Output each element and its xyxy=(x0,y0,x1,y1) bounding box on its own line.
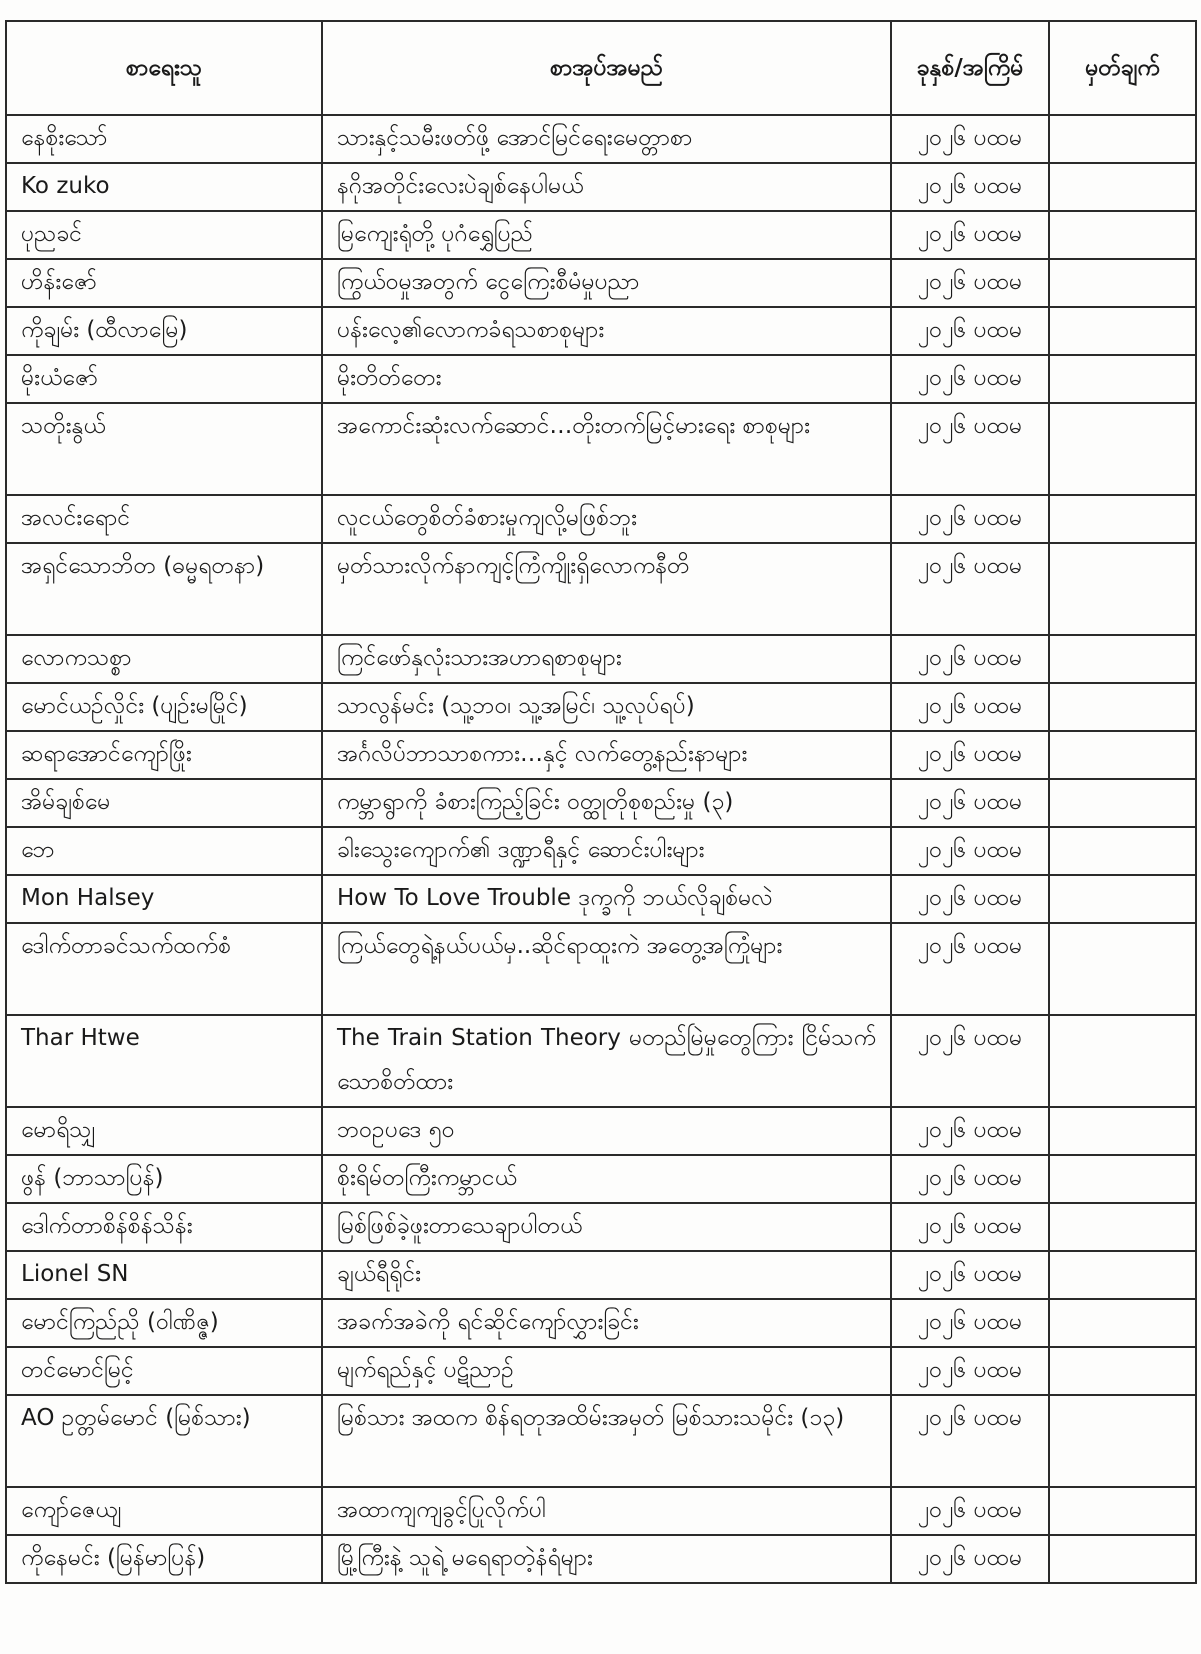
author-cell: မိုးယံဇော် xyxy=(6,355,322,403)
edition-cell: ၂၀၂၆ ပထမ xyxy=(891,875,1049,923)
title-cell: လူငယ်တွေစိတ်ခံစားမှုကျလို့မဖြစ်ဘူး xyxy=(322,495,891,543)
author-cell: အလင်းရောင် xyxy=(6,495,322,543)
remark-cell xyxy=(1049,1015,1196,1107)
edition-cell: ၂၀၂၆ ပထမ xyxy=(891,403,1049,495)
edition-cell: ၂၀၂၆ ပထမ xyxy=(891,635,1049,683)
edition-cell: ၂၀၂၆ ပထမ xyxy=(891,355,1049,403)
edition-cell: ၂၀၂၆ ပထမ xyxy=(891,1107,1049,1155)
edition-cell: ၂၀၂၆ ပထမ xyxy=(891,211,1049,259)
edition-cell: ၂၀၂၆ ပထမ xyxy=(891,495,1049,543)
title-cell: The Train Station Theory မတည်မြဲမှုတွေကြား ငြိမ်သက်သောစိတ်ထား xyxy=(322,1015,891,1107)
remark-cell xyxy=(1049,543,1196,635)
title-cell: မြို့ကြီးနဲ့ သူရဲ့ မရေရာတဲ့နံရံများ xyxy=(322,1535,891,1583)
title-cell: မြကျေးရုံတို့ ပုဂံရွှေပြည် xyxy=(322,211,891,259)
author-cell: ဟိန်းဇော် xyxy=(6,259,322,307)
remark-cell xyxy=(1049,1535,1196,1583)
title-cell: မျက်ရည်နှင့် ပဋိညာဉ် xyxy=(322,1347,891,1395)
remark-cell xyxy=(1049,875,1196,923)
author-cell: တင်မောင်မြင့် xyxy=(6,1347,322,1395)
author-cell: အရှင်သောဘိတ (ဓမ္မရတနာ) xyxy=(6,543,322,635)
title-cell: ဘဝဥပဒေ ၅၀ xyxy=(322,1107,891,1155)
remark-cell xyxy=(1049,1395,1196,1487)
title-cell: မှတ်သားလိုက်နာကျင့်ကြံကျိုးရှိလောကနီတိ xyxy=(322,543,891,635)
title-cell: ချယ်ရီရိုင်း xyxy=(322,1251,891,1299)
author-cell: ဆရာအောင်ကျော်ဖြိုး xyxy=(6,731,322,779)
header-title: စာအုပ်အမည် xyxy=(322,21,891,115)
remark-cell xyxy=(1049,355,1196,403)
remark-cell xyxy=(1049,635,1196,683)
author-cell: ကိုနေမင်း (မြန်မာပြန်) xyxy=(6,1535,322,1583)
header-remark: မှတ်ချက် xyxy=(1049,21,1196,115)
table-row xyxy=(6,731,1196,779)
edition-cell: ၂၀၂၆ ပထမ xyxy=(891,1015,1049,1107)
table-row xyxy=(6,115,1196,163)
edition-cell: ၂၀၂၆ ပထမ xyxy=(891,307,1049,355)
table-row xyxy=(6,403,1196,495)
edition-cell: ၂၀၂၆ ပထမ xyxy=(891,1155,1049,1203)
remark-cell xyxy=(1049,259,1196,307)
author-cell: ဒေါက်တာစိန်စိန်သိန်း xyxy=(6,1203,322,1251)
remark-cell xyxy=(1049,307,1196,355)
edition-cell: ၂၀၂၆ ပထမ xyxy=(891,259,1049,307)
author-cell: မောင်ယဉ်လှိုင်း (ပျဉ်းမမြိုင်) xyxy=(6,683,322,731)
title-cell: ကမ္ဘာရွာကို ခံစားကြည့်ခြင်း ဝတ္ထုတိုစုစည်းမှု (၃) xyxy=(322,779,891,827)
author-cell: အိမ်ချစ်မေ xyxy=(6,779,322,827)
remark-cell xyxy=(1049,495,1196,543)
author-cell: Lionel SN xyxy=(6,1251,322,1299)
author-cell: ပုညခင် xyxy=(6,211,322,259)
title-cell: မိုးတိတ်တေး xyxy=(322,355,891,403)
remark-cell xyxy=(1049,1299,1196,1347)
book-list-table xyxy=(5,20,1197,1584)
edition-cell: ၂၀၂၆ ပထမ xyxy=(891,543,1049,635)
author-cell: မောရိသျှ xyxy=(6,1107,322,1155)
title-cell: အခက်အခဲကို ရင်ဆိုင်ကျော်လွှားခြင်း xyxy=(322,1299,891,1347)
edition-cell: ၂၀၂၆ ပထမ xyxy=(891,1251,1049,1299)
edition-cell: ၂၀၂၆ ပထမ xyxy=(891,1535,1049,1583)
author-cell: Mon Halsey xyxy=(6,875,322,923)
table-row xyxy=(6,1155,1196,1203)
header-edition: ခုနှစ်/အကြိမ် xyxy=(891,21,1049,115)
table-row xyxy=(6,355,1196,403)
table-row xyxy=(6,211,1196,259)
edition-cell: ၂၀၂၆ ပထမ xyxy=(891,923,1049,1015)
author-cell: လောကသစ္စာ xyxy=(6,635,322,683)
table-row xyxy=(6,1107,1196,1155)
author-cell: Ko zuko xyxy=(6,163,322,211)
title-cell: မြစ်ဖြစ်ခဲ့ဖူးတာသေချာပါတယ် xyxy=(322,1203,891,1251)
edition-cell: ၂၀၂၆ ပထမ xyxy=(891,1299,1049,1347)
remark-cell xyxy=(1049,1155,1196,1203)
title-cell: ကြယ်တွေရဲ့နယ်ပယ်မှ..ဆိုင်ရာထူးကဲ အတွေ့အကြုံများ xyxy=(322,923,891,1015)
table-row xyxy=(6,875,1196,923)
author-cell: မောင်ကြည်ညို (ဝါဏိဇ္ဇ) xyxy=(6,1299,322,1347)
remark-cell xyxy=(1049,1203,1196,1251)
remark-cell xyxy=(1049,683,1196,731)
title-cell: အကောင်းဆုံးလက်ဆောင်…တိုးတက်မြင့်မားရေး စာစုများ xyxy=(322,403,891,495)
remark-cell xyxy=(1049,731,1196,779)
title-cell: သားနှင့်သမီးဖတ်ဖို့ အောင်မြင်ရေးမေတ္တာစာ xyxy=(322,115,891,163)
table-body xyxy=(6,115,1196,1583)
title-cell: ခါးသွေးကျောက်၏ ဒဏ္ဍာရီနှင့် ဆောင်းပါးများ xyxy=(322,827,891,875)
table-row xyxy=(6,307,1196,355)
table-row xyxy=(6,827,1196,875)
remark-cell xyxy=(1049,1107,1196,1155)
author-cell: ကိုချမ်း (ထီလာမြေ) xyxy=(6,307,322,355)
author-cell: ဘေ xyxy=(6,827,322,875)
table-row xyxy=(6,683,1196,731)
table-row xyxy=(6,635,1196,683)
author-cell: နေစိုးသော် xyxy=(6,115,322,163)
remark-cell xyxy=(1049,403,1196,495)
title-cell: ပန်းလေ့၏လောကခံရသစာစုများ xyxy=(322,307,891,355)
table-row xyxy=(6,779,1196,827)
author-cell: သတိုးနွယ် xyxy=(6,403,322,495)
table-row xyxy=(6,923,1196,1015)
table-row xyxy=(6,1487,1196,1535)
remark-cell xyxy=(1049,1251,1196,1299)
author-cell: Thar Htwe xyxy=(6,1015,322,1107)
author-cell: ကျော်ဇေယျ xyxy=(6,1487,322,1535)
author-cell: ဖွန် (ဘာသာပြန်) xyxy=(6,1155,322,1203)
title-cell: စိုးရိမ်တကြီးကမ္ဘာငယ် xyxy=(322,1155,891,1203)
remark-cell xyxy=(1049,211,1196,259)
title-cell: ကြွယ်ဝမှုအတွက် ငွေကြေးစီမံမှုပညာ xyxy=(322,259,891,307)
table-row xyxy=(6,1395,1196,1487)
edition-cell: ၂၀၂၆ ပထမ xyxy=(891,731,1049,779)
table-row xyxy=(6,495,1196,543)
remark-cell xyxy=(1049,779,1196,827)
table-row xyxy=(6,1015,1196,1107)
remark-cell xyxy=(1049,163,1196,211)
remark-cell xyxy=(1049,115,1196,163)
header-author: စာရေးသူ xyxy=(6,21,322,115)
title-cell: အင်္ဂလိပ်ဘာသာစကား…နှင့် လက်တွေ့နည်းနာများ xyxy=(322,731,891,779)
edition-cell: ၂၀၂၆ ပထမ xyxy=(891,115,1049,163)
table-row xyxy=(6,1299,1196,1347)
edition-cell: ၂၀၂၆ ပထမ xyxy=(891,1347,1049,1395)
table-row xyxy=(6,543,1196,635)
remark-cell xyxy=(1049,827,1196,875)
edition-cell: ၂၀၂၆ ပထမ xyxy=(891,1395,1049,1487)
table-row xyxy=(6,1251,1196,1299)
remark-cell xyxy=(1049,1487,1196,1535)
table-row xyxy=(6,163,1196,211)
remark-cell xyxy=(1049,1347,1196,1395)
author-cell: AO ဥတ္တမ်မောင် (မြစ်သား) xyxy=(6,1395,322,1487)
table-header-row xyxy=(6,21,1196,115)
edition-cell: ၂၀၂၆ ပထမ xyxy=(891,683,1049,731)
edition-cell: ၂၀၂၆ ပထမ xyxy=(891,1487,1049,1535)
edition-cell: ၂၀၂၆ ပထမ xyxy=(891,779,1049,827)
title-cell: အထာကျကျခွင့်ပြုလိုက်ပါ xyxy=(322,1487,891,1535)
table-row xyxy=(6,1347,1196,1395)
title-cell: သာလွန်မင်း (သူ့ဘဝ၊ သူ့အမြင်၊ သူ့လုပ်ရပ်) xyxy=(322,683,891,731)
table-row xyxy=(6,259,1196,307)
title-cell: How To Love Trouble ဒုက္ခကို ဘယ်လိုချစ်မလဲ xyxy=(322,875,891,923)
edition-cell: ၂၀၂၆ ပထမ xyxy=(891,163,1049,211)
table-row xyxy=(6,1203,1196,1251)
remark-cell xyxy=(1049,923,1196,1015)
title-cell: ကြင်ဖော်နှလုံးသားအဟာရစာစုများ xyxy=(322,635,891,683)
edition-cell: ၂၀၂၆ ပထမ xyxy=(891,1203,1049,1251)
author-cell: ဒေါက်တာခင်သက်ထက်စံ xyxy=(6,923,322,1015)
table-row xyxy=(6,1535,1196,1583)
title-cell: နဂိုအတိုင်းလေးပဲချစ်နေပါမယ် xyxy=(322,163,891,211)
edition-cell: ၂၀၂၆ ပထမ xyxy=(891,827,1049,875)
title-cell: မြစ်သား အထက စိန်ရတုအထိမ်းအမှတ် မြစ်သားသမိုင်း (၁၃) xyxy=(322,1395,891,1487)
